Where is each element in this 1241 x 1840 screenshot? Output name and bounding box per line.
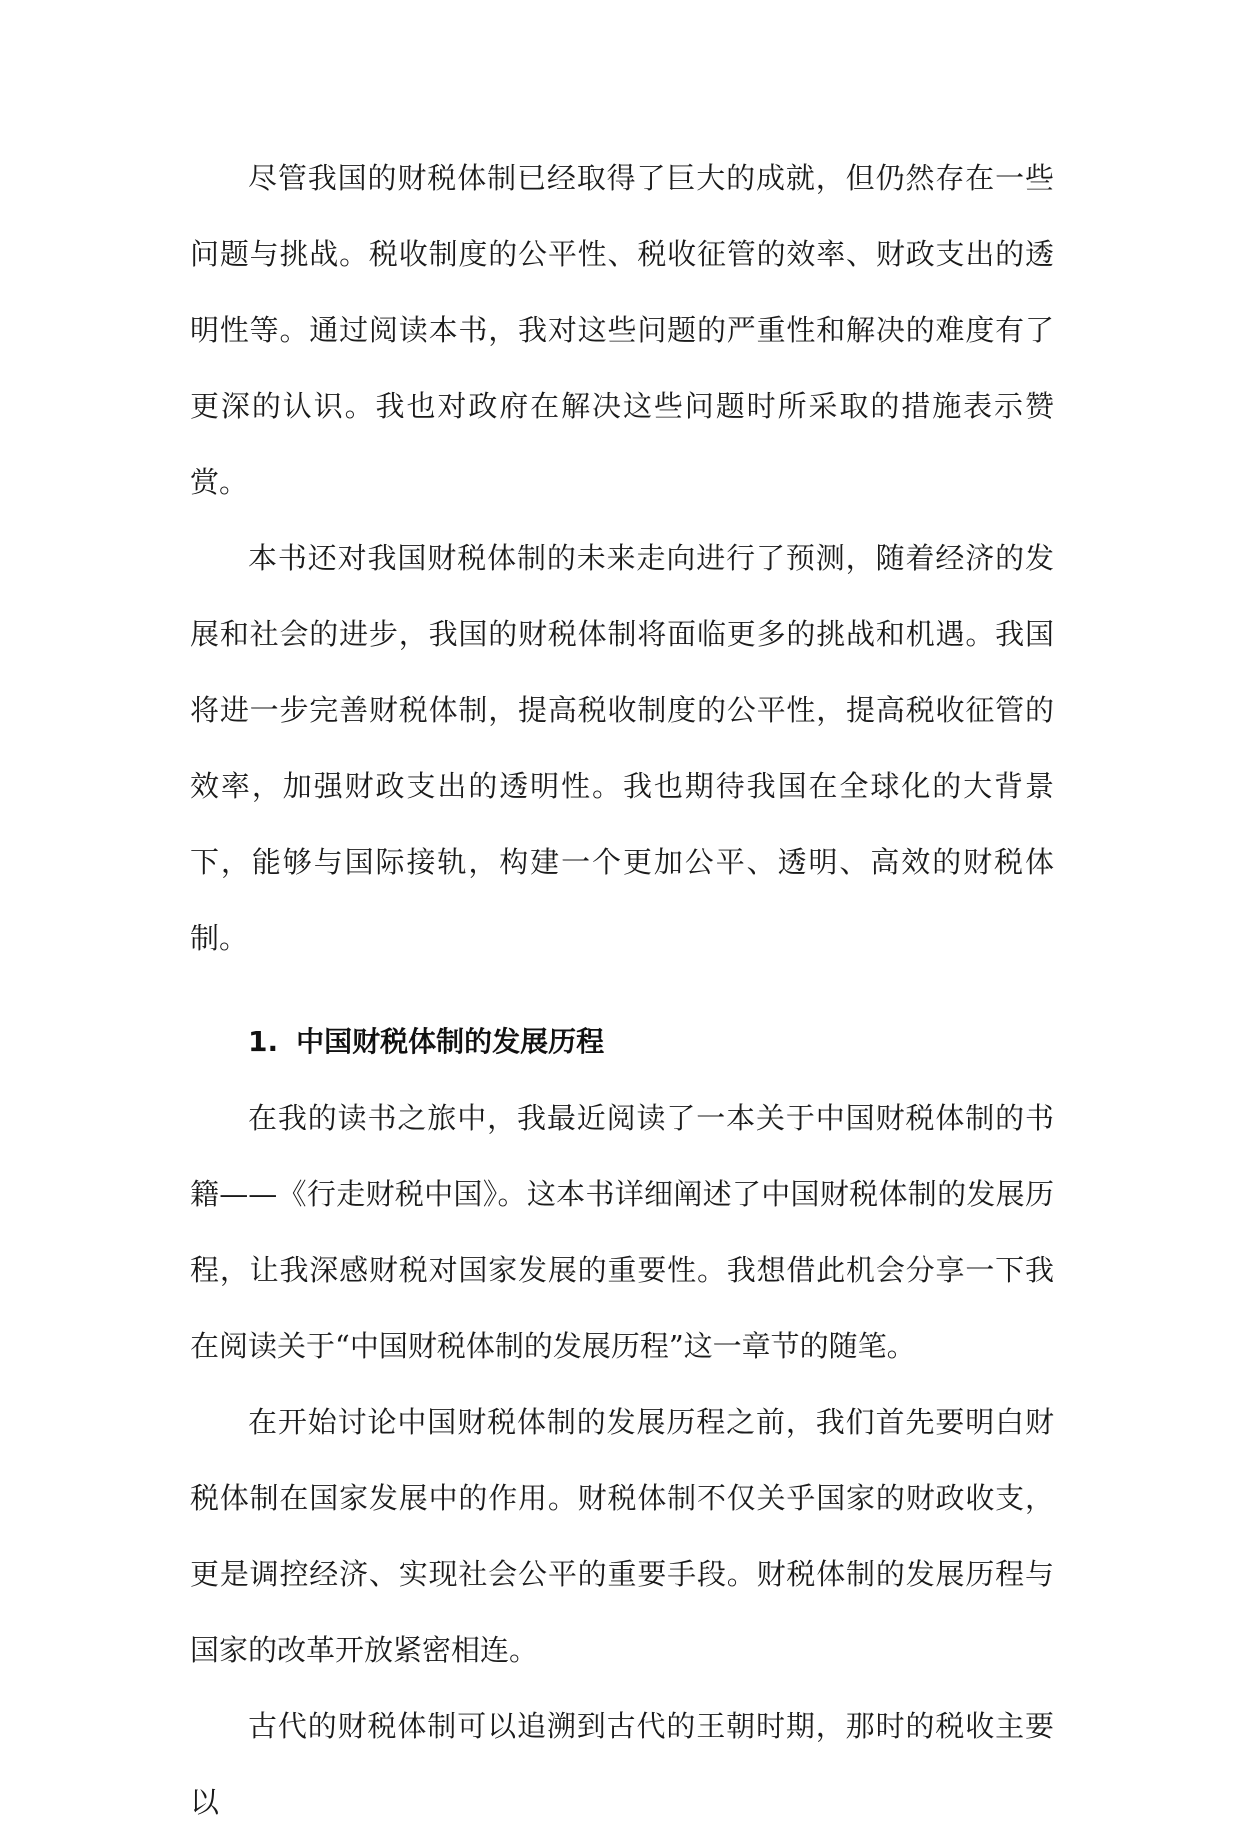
section-title: 中国财税体制的发展历程: [296, 1025, 605, 1058]
document-body: [190, 140, 1054, 1840]
paragraph-challenges: 尽管我国的财税体制已经取得了巨大的成就，但仍然存在一些问题与挑战。税收制度的公平性、税收征管的效率、财政支出的透明性等。通过阅读本书，我对这些问题的严重性和解决的难度有了更深的认识。我也对政府在解决这些问题时所采取的措施表示赞赏。: [190, 161, 1054, 499]
section-number: 1.: [248, 1025, 279, 1058]
paragraph-future: 本书还对我国财税体制的未来走向进行了预测，随着经济的发展和社会的进步，我国的财税体制将面临更多的挑战和机遇。我国将进一步完善财税体制，提高税收制度的公平性，提高税收征管的效率，加强财政支出的透明性。我也期待我国在全球化的大背景下，能够与国际接轨，构建一个更加公平、透明、高效的财税体制。: [190, 541, 1054, 955]
paragraph-intro: 在我的读书之旅中，我最近阅读了一本关于中国财税体制的书籍——《行走财税中国》。这本书详细阐述了中国财税体制的发展历程，让我深感财税对国家发展的重要性。我想借此机会分享一下我在阅读关于“中国财税体制的发展历程”这一章节的随笔。: [190, 1101, 1054, 1363]
paragraph-ancient: 古代的财税体制可以追溯到古代的王朝时期，那时的税收主要以: [190, 1709, 1054, 1819]
section-heading: [190, 1004, 1054, 1080]
paragraph-role: 在开始讨论中国财税体制的发展历程之前，我们首先要明白财税体制在国家发展中的作用。财税体制不仅关乎国家的财政收支，更是调控经济、实现社会公平的重要手段。财税体制的发展历程与国家的改革开放紧密相连。: [190, 1405, 1054, 1667]
